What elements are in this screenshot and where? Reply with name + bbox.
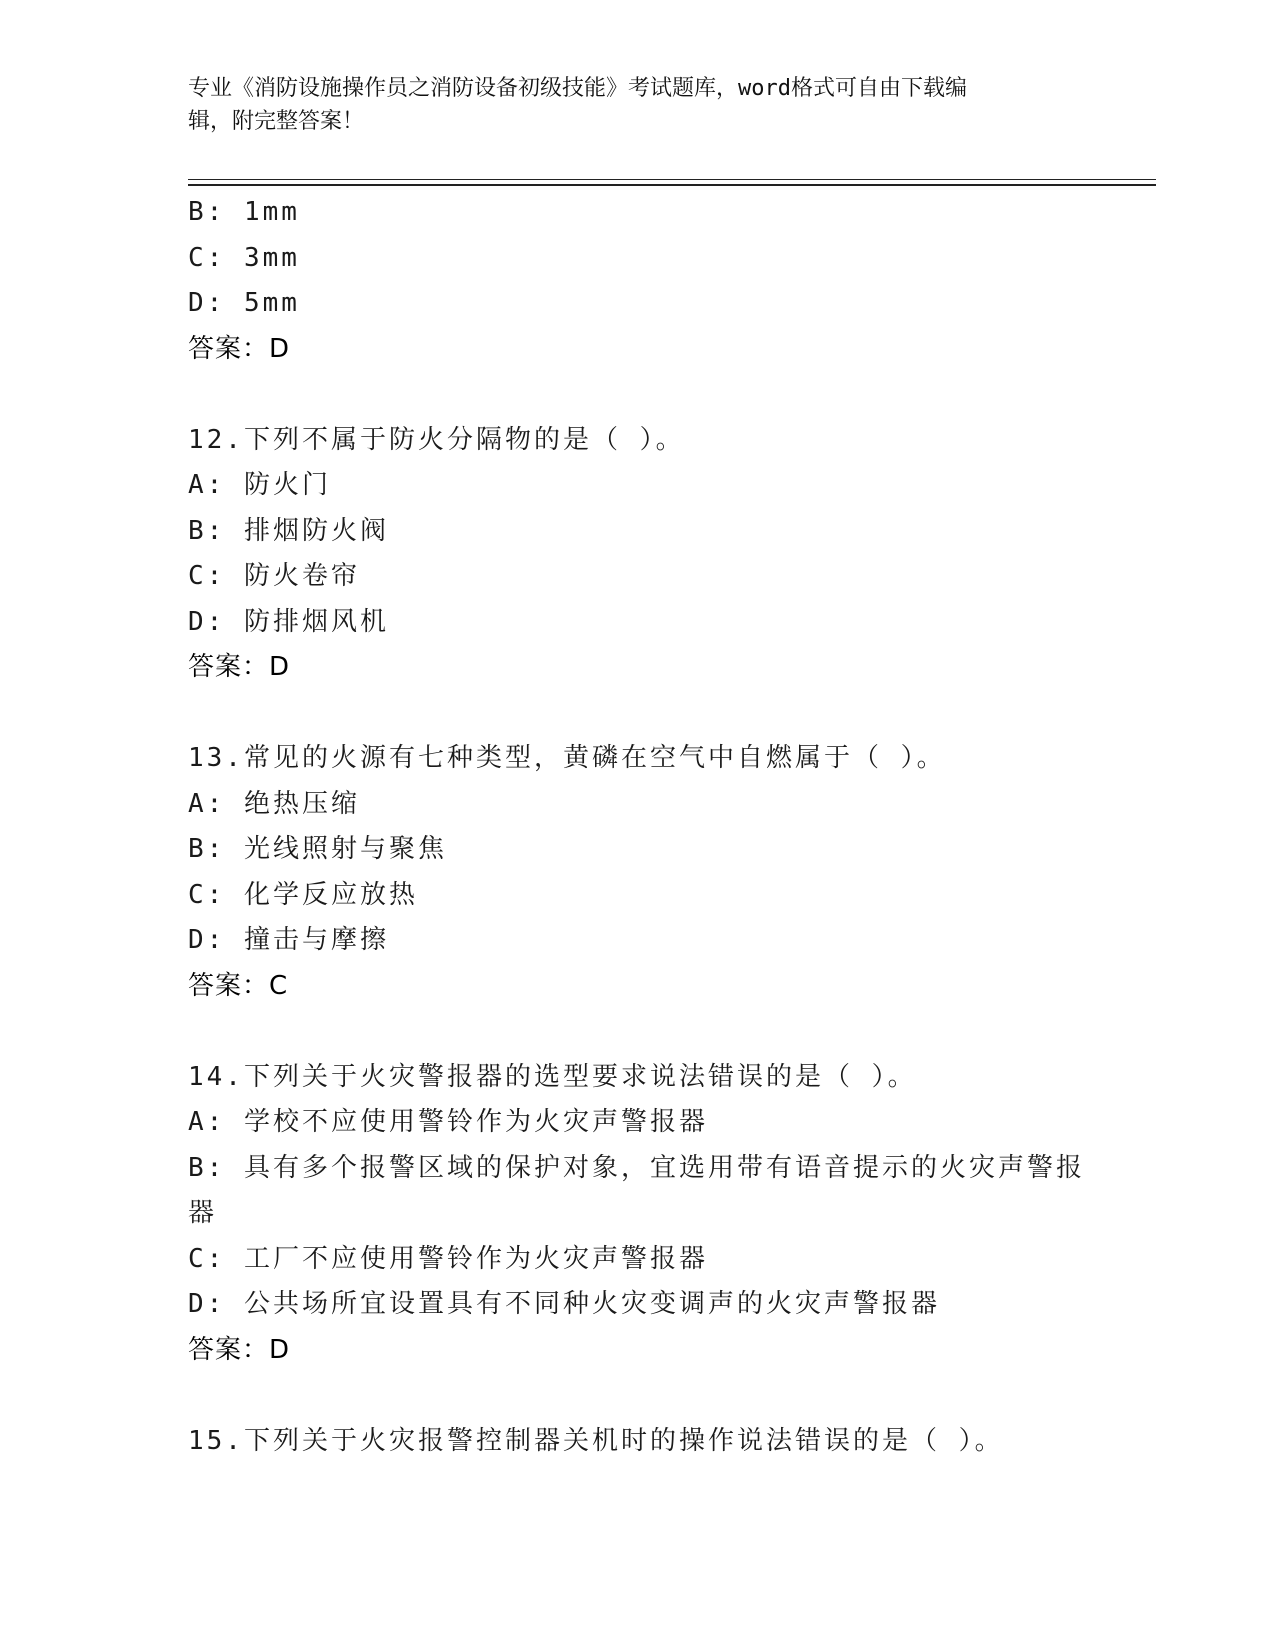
header-divider-thick [188, 184, 1156, 186]
option-d: D: 公共场所宜设置具有不同种火灾变调声的火灾声警报器 [188, 1289, 940, 1319]
header-line-1: 专业《消防设施操作员之消防设备初级技能》考试题库，word格式可自由下载编 [188, 76, 967, 101]
spacer [188, 1373, 1088, 1419]
option-d: D: 撞击与摩擦 [188, 925, 389, 955]
question-text: 14.下列关于火灾警报器的选型要求说法错误的是（ ）。 [188, 1061, 917, 1092]
answer: 答案：D [188, 1334, 291, 1365]
header-line-2: 辑，附完整答案！ [188, 109, 365, 134]
question-11 [188, 190, 1088, 372]
option-b: B: 光线照射与聚焦 [188, 834, 447, 864]
spacer [188, 691, 1088, 737]
option-b: B: 1mm [188, 197, 300, 227]
option-a: A: 绝热压缩 [188, 788, 360, 819]
question-text: 12.下列不属于防火分隔物的是（ ）。 [188, 424, 685, 455]
spacer [188, 1009, 1088, 1055]
option-b: B: 排烟防火阀 [188, 515, 389, 546]
option-c: C: 防火卷帘 [188, 561, 360, 591]
option-b: B: 具有多个报警区域的保护对象，宜选用带有语音提示的火灾声警报器 [188, 1152, 1085, 1228]
answer: 答案：D [188, 652, 291, 682]
document-header [188, 72, 1088, 138]
option-a: A: 防火门 [188, 470, 331, 500]
question-14 [188, 1055, 1088, 1374]
question-text: 15.下列关于火灾报警控制器关机时的操作说法错误的是（ ）。 [188, 1425, 1004, 1456]
option-a: A: 学校不应使用警铃作为火灾声警报器 [188, 1107, 708, 1137]
option-c: C: 3mm [188, 242, 300, 273]
question-list [188, 190, 1088, 1464]
spacer [188, 372, 1088, 418]
option-d: D: 5mm [188, 288, 300, 318]
question-15 [188, 1419, 1088, 1465]
question-text: 13.常见的火源有七种类型，黄磷在空气中自燃属于（ ）。 [188, 743, 946, 773]
question-13 [188, 736, 1088, 1009]
header-divider-thin [188, 179, 1156, 180]
answer: 答案：C [188, 970, 289, 1001]
option-c: C: 化学反应放热 [188, 879, 418, 910]
option-d: D: 防排烟风机 [188, 606, 389, 637]
option-c: C: 工厂不应使用警铃作为火灾声警报器 [188, 1243, 708, 1274]
question-12 [188, 418, 1088, 691]
answer: 答案：D [188, 333, 291, 364]
